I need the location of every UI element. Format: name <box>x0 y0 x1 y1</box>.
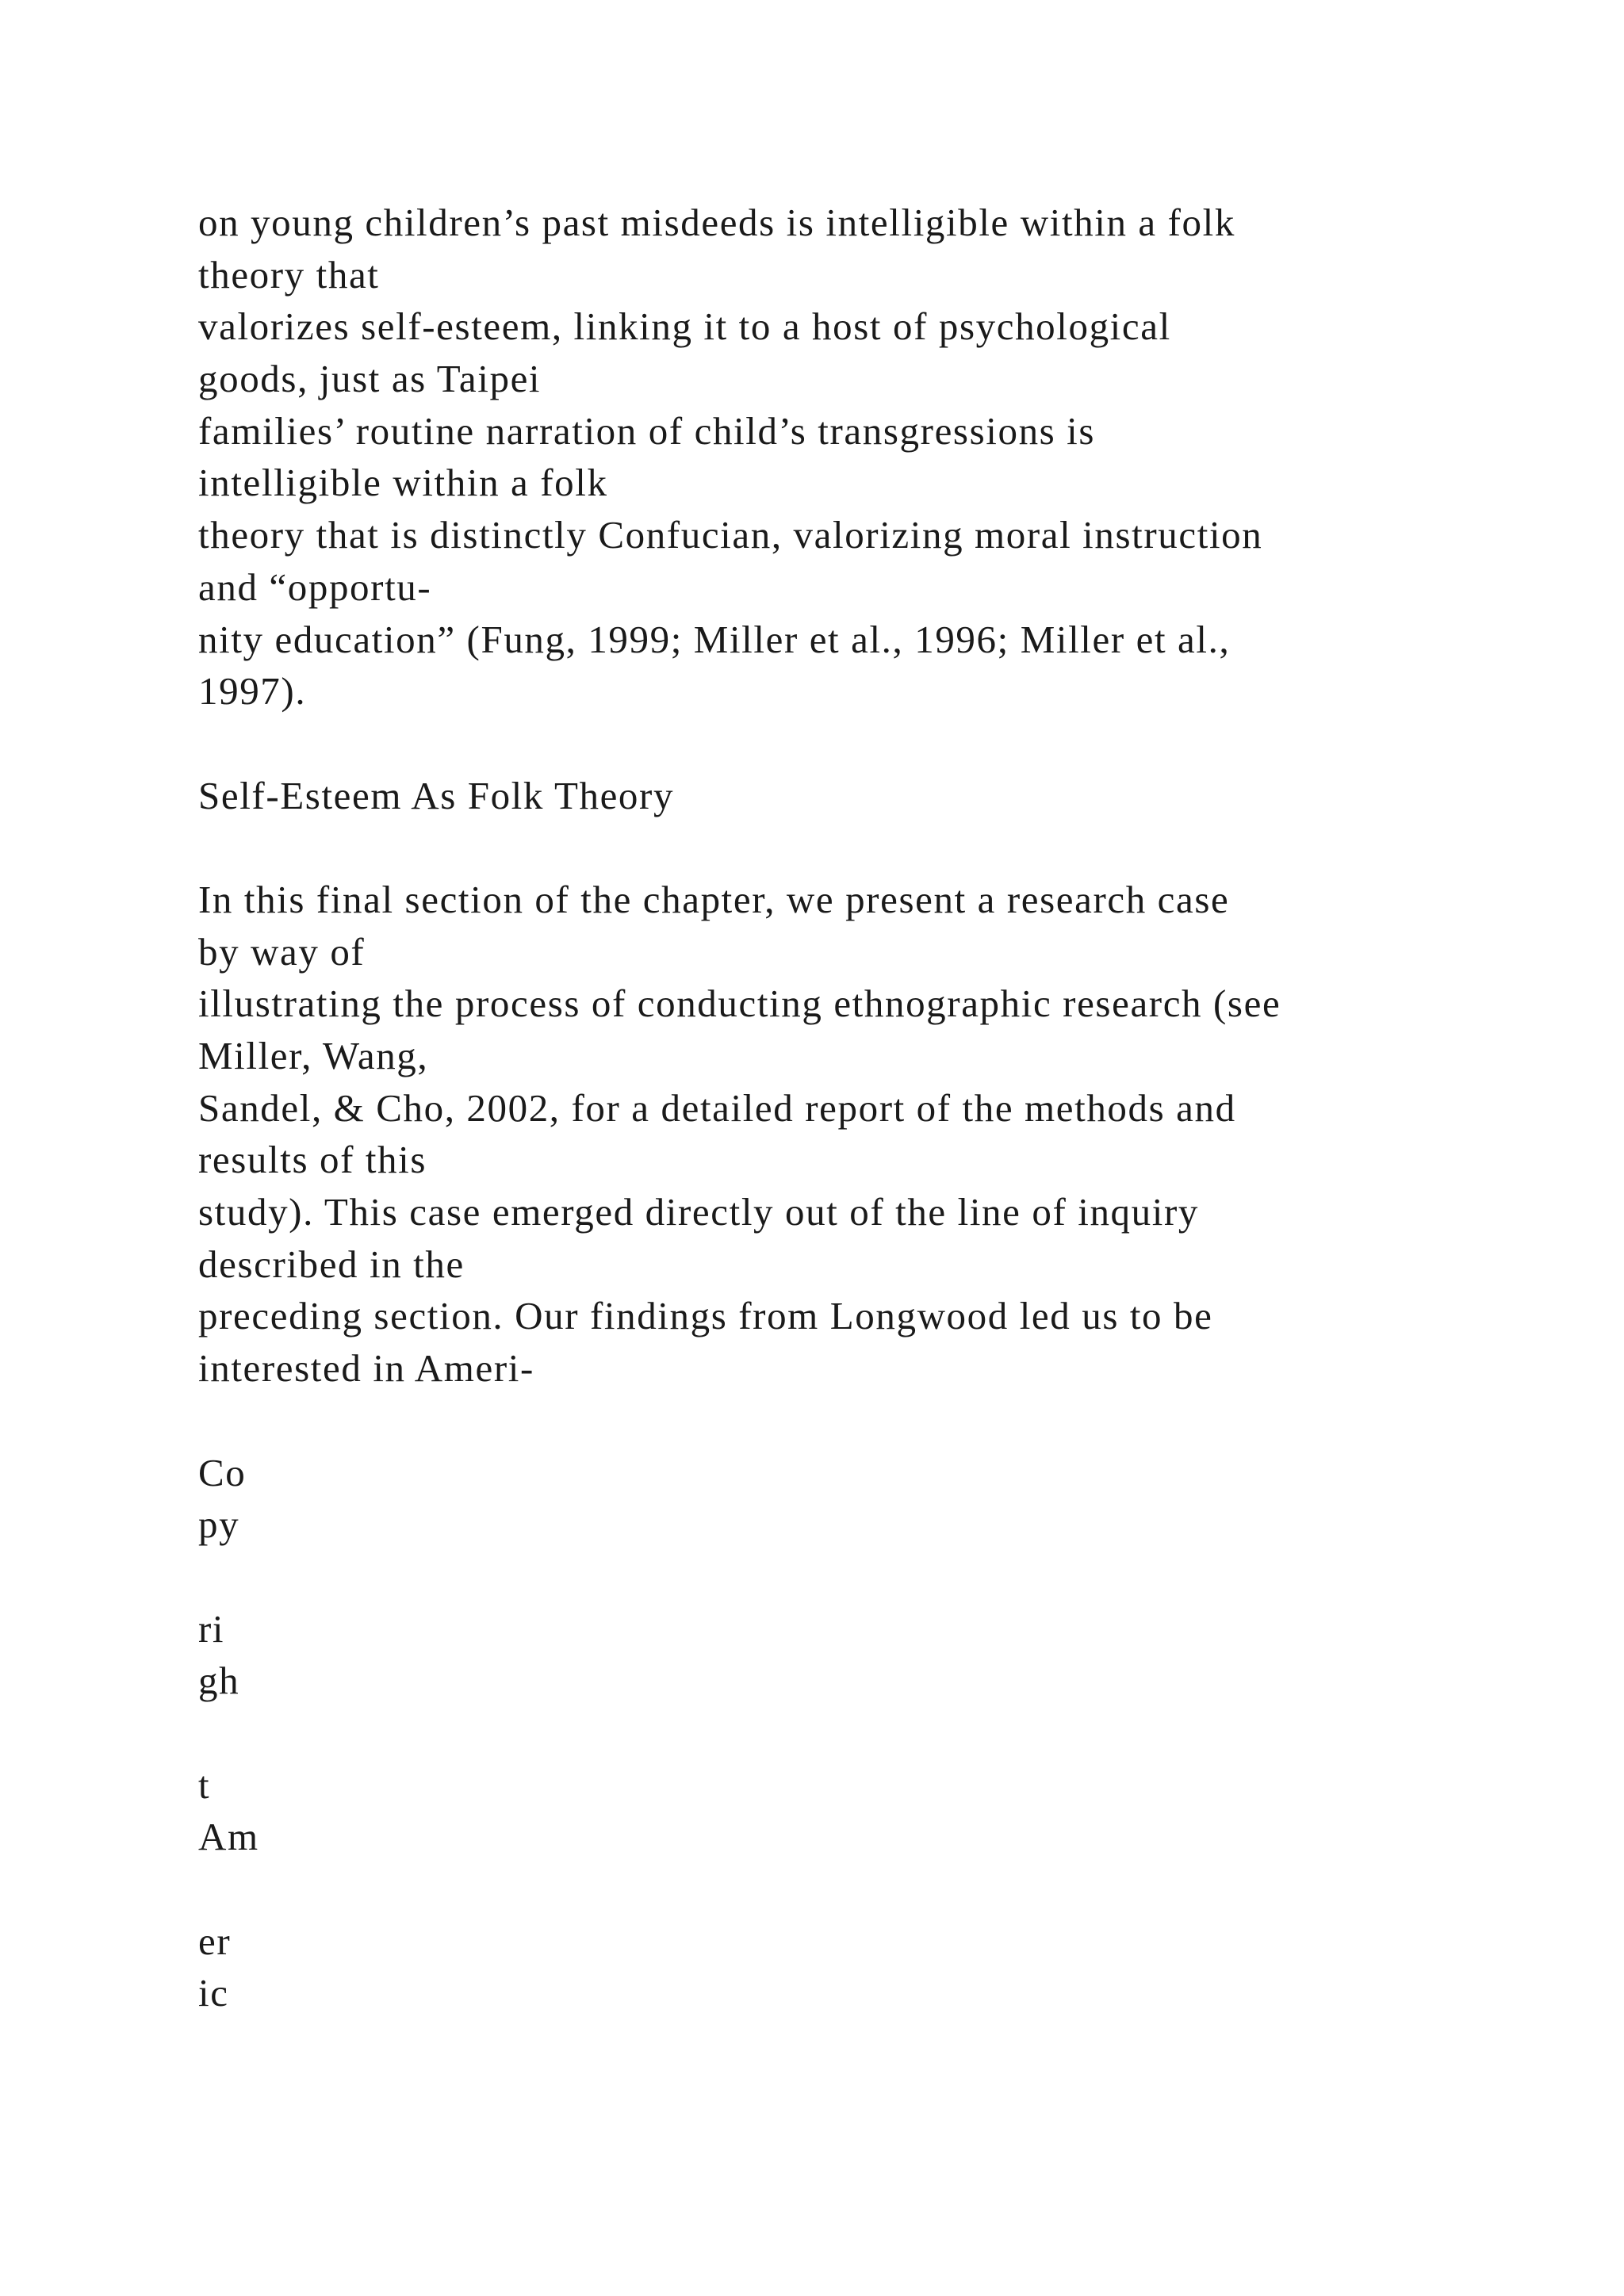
text-line: results of this <box>198 1138 427 1182</box>
text-line: study). This case emerged directly out of the line of inquiry <box>198 1190 1199 1234</box>
text-line: by way of <box>198 929 366 974</box>
text-line: families’ routine narration of child’s transgressions is <box>198 408 1096 453</box>
watermark-fragment: ic <box>198 1971 229 2015</box>
text-line: preceding section. Our findings from Longwood led us to be <box>198 1294 1213 1338</box>
paragraph-spacer <box>198 821 1546 874</box>
paragraph-spacer <box>198 1863 1546 1915</box>
text-line: Sandel, & Cho, 2002, for a detailed report of the methods and <box>198 1085 1236 1130</box>
watermark-fragment: gh <box>198 1659 240 1703</box>
text-line: and “opportu- <box>198 564 432 609</box>
paragraph-spacer <box>198 1551 1546 1603</box>
watermark-fragment: Am <box>198 1815 259 1859</box>
text-line: interested in Ameri- <box>198 1346 534 1391</box>
section-heading: Self-Esteem As Folk Theory <box>198 773 675 817</box>
text-line: intelligible within a folk <box>198 461 608 505</box>
text-line: theory that is distinctly Confucian, valorizing moral instruction <box>198 513 1263 557</box>
paragraph-spacer <box>198 1707 1546 1759</box>
text-column <box>198 197 1546 2019</box>
text-line: goods, just as Taipei <box>198 357 542 401</box>
watermark-fragment: Co <box>198 1450 247 1494</box>
text-line: Miller, Wang, <box>198 1034 429 1077</box>
body-paragraph <box>198 197 1546 718</box>
watermark-fragment-group <box>198 1447 1546 1551</box>
watermark-fragment: er <box>198 1919 232 1963</box>
text-line: nity education” (Fung, 1999; Miller et al., 1996; Miller et al., <box>198 617 1231 661</box>
text-line: In this final section of the chapter, we present a research case <box>198 877 1230 921</box>
watermark-fragment: t <box>198 1762 211 1807</box>
text-line: theory that <box>198 252 380 297</box>
text-line: valorizes self-esteem, linking it to a host of psychological <box>198 304 1171 349</box>
watermark-fragment-group <box>198 1603 1546 1707</box>
paragraph-spacer <box>198 718 1546 770</box>
body-paragraph <box>198 874 1546 1395</box>
watermark-fragment-group <box>198 1915 1546 2019</box>
text-line: illustrating the process of conducting ethnographic research (see <box>198 982 1281 1026</box>
text-line: 1997). <box>198 669 307 714</box>
text-line: described in the <box>198 1242 465 1286</box>
watermark-fragment-group <box>198 1759 1546 1863</box>
watermark-fragment: ri <box>198 1606 225 1651</box>
watermark-fragment: py <box>198 1502 240 1547</box>
paragraph-spacer <box>198 1395 1546 1447</box>
text-line: on young children’s past misdeeds is intelligible within a folk <box>198 201 1235 244</box>
